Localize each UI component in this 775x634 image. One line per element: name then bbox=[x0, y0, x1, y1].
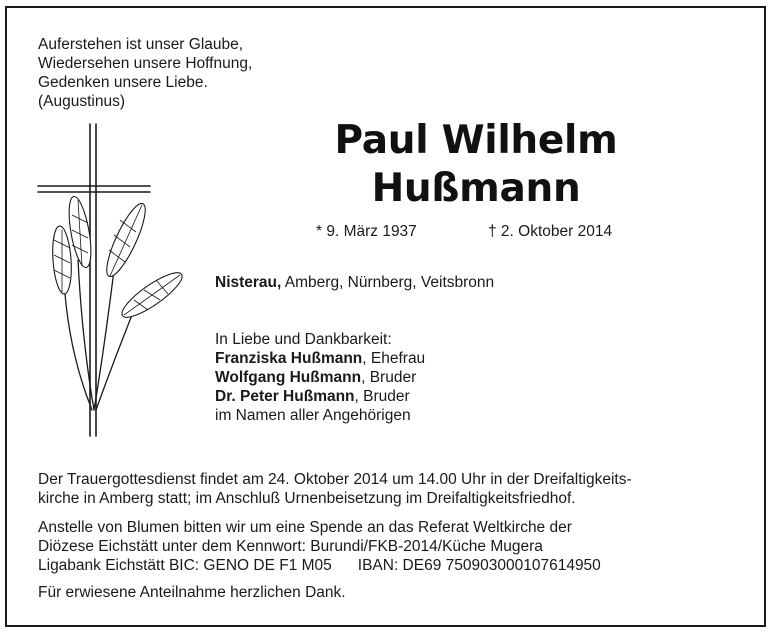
quote-line: Gedenken unsere Liebe. bbox=[38, 74, 208, 91]
mourner-name: Wolfgang Hußmann bbox=[215, 369, 362, 386]
mourner-row bbox=[215, 387, 425, 406]
other-places: Amberg, Nürnberg, Veitsbronn bbox=[281, 274, 495, 291]
service-line: kirche in Amberg statt; im Anschluß Urnenbeisetzung im Dreifaltigkeitsfriedhof. bbox=[38, 490, 576, 507]
quote-line: Auferstehen ist unser Glaube, bbox=[38, 36, 244, 53]
deceased-surname: Hußmann bbox=[371, 166, 581, 211]
bank-iban: IBAN: DE69 750903000107614950 bbox=[357, 557, 601, 574]
donation-line: Anstelle von Blumen bitten wir um eine Spende an das Referat Weltkirche der bbox=[38, 519, 572, 536]
mourner-name: Dr. Peter Hußmann bbox=[215, 388, 355, 405]
cross-with-wheat-icon bbox=[34, 120, 194, 440]
mourners-block bbox=[215, 330, 425, 425]
quote-block bbox=[38, 35, 252, 111]
mourner-relation: , Bruder bbox=[361, 369, 417, 386]
places-line bbox=[215, 273, 494, 292]
thanks-line: Für erwiesene Anteilnahme herzlichen Dank. bbox=[38, 584, 346, 601]
quote-line: Wiedersehen unsere Hoffnung, bbox=[38, 55, 253, 72]
mourner-name: Franziska Hußmann bbox=[215, 350, 363, 367]
mourners-closing: im Namen aller Angehörigen bbox=[215, 407, 411, 424]
quote-author: (Augustinus) bbox=[38, 93, 126, 110]
donation-line: Diözese Eichstätt unter dem Kennwort: Burundi/FKB-2014/Küche Mugera bbox=[38, 538, 543, 555]
death-date: † 2. Oktober 2014 bbox=[488, 223, 613, 240]
mourner-relation: , Bruder bbox=[354, 388, 410, 405]
bank-bic: Ligabank Eichstätt BIC: GENO DE F1 M05 bbox=[38, 557, 332, 574]
deceased-first-names: Paul Wilhelm bbox=[334, 118, 618, 163]
donation-notice bbox=[38, 518, 601, 575]
birth-date: * 9. März 1937 bbox=[316, 223, 417, 240]
mourner-row bbox=[215, 368, 425, 387]
mourner-row bbox=[215, 349, 425, 368]
service-line: Der Trauergottesdienst findet am 24. Oktober 2014 um 14.00 Uhr in der Dreifaltigkeits- bbox=[38, 471, 632, 488]
mourners-intro: In Liebe und Dankbarkeit: bbox=[215, 331, 392, 348]
home-place: Nisterau, bbox=[215, 274, 282, 291]
service-notice bbox=[38, 470, 632, 508]
mourner-relation: , Ehefrau bbox=[362, 350, 426, 367]
bank-details bbox=[38, 556, 601, 575]
